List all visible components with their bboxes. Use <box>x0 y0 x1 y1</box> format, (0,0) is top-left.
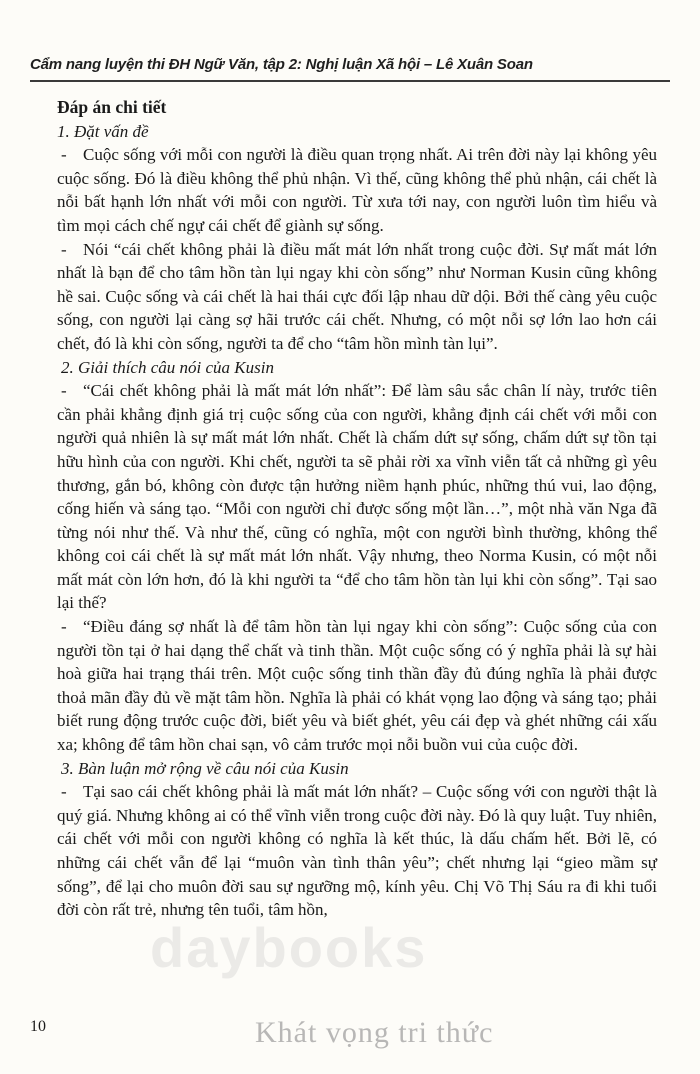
section-2-title: 2. Giải thích câu nói của Kusin <box>61 357 274 377</box>
dash-bullet: - <box>61 239 67 259</box>
watermark-tagline: Khát vọng tri thức <box>255 1016 494 1049</box>
page-content <box>57 94 657 922</box>
header-divider <box>30 80 670 82</box>
paragraph: - “Cái chết không phải là mất mát lớn nhất”: Để làm sâu sắc chân lí này, trước tiên cần phải khẳng định giá trị cuộc sống của con người, khẳng định cái chết với mỗi con người quả nhiên là sự mất mát lớn nhất. Chết là chấm dứt sự sống, chấm dứt sự tồn tại hữu hình của con người. Khi chết, người ta sẽ phải rời xa vĩnh viễn tất cả những gì yêu thương, gắn bó, không còn được tận hưởng niềm hạnh phúc, những thú vui, lao động, cống hiến và sáng tạo. “Mỗi con người chỉ được sống một lần…”, một nhà văn Nga đã từng nói như thế. Và như thế, cũng có nghĩa, một con người bình thường, không thể không coi cái chết là sự mất mát lớn nhất. Vậy nhưng, theo Norma Kusin, có một nỗi mất mát còn lớn hơn, đó là khi người ta “để cho tâm hồn tàn lụi khi còn sống”. Tại sao lại thế? <box>57 381 657 613</box>
watermark-logo: daybooks <box>150 916 428 979</box>
dash-bullet: - <box>61 782 67 802</box>
answer-heading: Đáp án chi tiết <box>57 97 167 117</box>
page-number: 10 <box>30 1018 46 1035</box>
page-header <box>0 0 700 88</box>
paragraph: - Cuộc sống với mỗi con người là điều quan trọng nhất. Ai trên đời này lại không yêu cuộc sống. Đó là điều không thể phủ nhận. Vì thế, cũng không thể phủ nhận, cái chết là nỗi bất hạnh lớn nhất với mỗi con người. Từ xưa tới nay, con người luôn tìm hiểu và tìm mọi cách chế ngự cái chết để giành sự sống. <box>57 145 657 235</box>
dash-bullet: - <box>61 381 67 401</box>
section-3-title: 3. Bàn luận mở rộng về câu nói của Kusin <box>61 758 349 778</box>
dash-bullet: - <box>61 145 67 165</box>
dash-bullet: - <box>61 617 67 637</box>
paragraph: - “Điều đáng sợ nhất là để tâm hồn tàn lụi ngay khi còn sống”: Cuộc sống của con người tồn tại ở hai dạng thể chất và tinh thần. Một cuộc sống có ý nghĩa phải là sự hài hoà giữa hai trạng thái trên. Một cuộc sống tinh thần đầy đủ đúng nghĩa là phải được thoả mãn đầy đủ về mặt tâm hồn. Nghĩa là phải có khát vọng lao động và sáng tạo; phải biết rung động trước cuộc đời, biết yêu và biết ghét, yêu cái đẹp và ghét những cái xấu xa; không để tâm hồn chai sạn, vô cảm trước mọi nỗi buồn vui của cuộc đời. <box>57 617 657 755</box>
paragraph: - Tại sao cái chết không phải là mất mát lớn nhất? – Cuộc sống với con người thật là quý giá. Nhưng không ai có thể vĩnh viễn trong cuộc đời này. Đó là quy luật. Tuy nhiên, cái chết với mỗi con người không có nghĩa là kết thúc, là dấu chấm hết. Bởi lẽ, có những cái chết vẫn để lại “muôn vàn tình thân yêu”; chết nhưng lại “gieo mầm sự sống”, để lại cho muôn đời sau sự ngưỡng mộ, kính yêu. Chị Võ Thị Sáu ra đi khi tuổi đời còn rất trẻ, nhưng tên tuổi, tâm hồn, <box>57 782 657 920</box>
section-1-title: 1. Đặt vấn đề <box>57 121 149 141</box>
paragraph: - Nói “cái chết không phải là điều mất mát lớn nhất trong cuộc đời. Sự mất mát lớn nhất là bạn để cho tâm hồn tàn lụi ngay khi còn sống” như Norman Kusin cũng không hề sai. Cuộc sống và cái chết là hai thái cực đối lập nhau dữ dội. Bởi thế càng yêu cuộc sống, con người lại càng sợ hãi trước cái chết. Nhưng, có một nỗi sợ lớn lao hơn cái chết, đó là khi còn sống, người ta để cho “tâm hồn mình tàn lụi”. <box>57 239 657 353</box>
running-header-title: Cẩm nang luyện thi ĐH Ngữ Văn, tập 2: Nghị luận Xã hội – Lê Xuân Soan <box>30 56 533 73</box>
